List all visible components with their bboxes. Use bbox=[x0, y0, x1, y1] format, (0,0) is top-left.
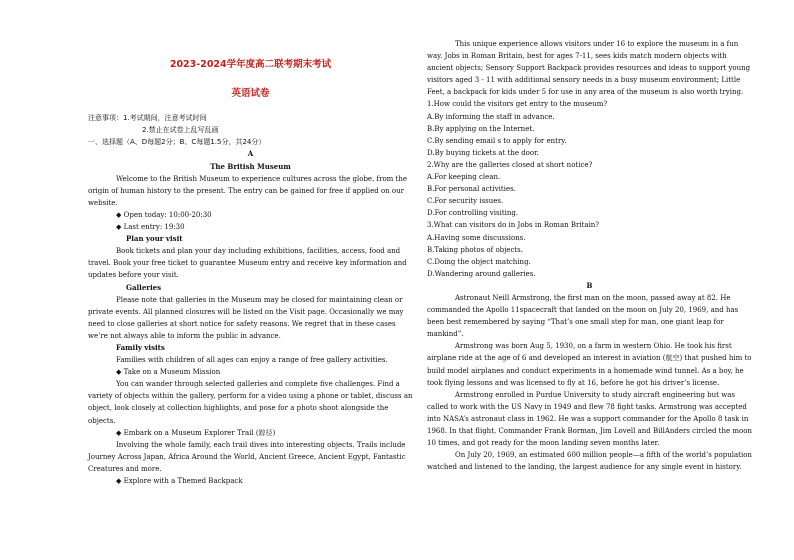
galleries-heading: Galleries bbox=[126, 282, 162, 292]
q3-option-a: A.Having some discussions. bbox=[427, 233, 526, 242]
backpack-item: ◆ Explore with a Themed Backpack bbox=[116, 477, 243, 485]
left-column bbox=[88, 38, 413, 487]
mission-item: ◆ Take on a Museum Mission bbox=[116, 368, 221, 377]
q3-option-c: C.Doing the object matching. bbox=[427, 257, 531, 266]
family-heading: Family visits bbox=[116, 342, 165, 352]
right-column bbox=[427, 38, 752, 473]
q1-option-a: A.By informing the staff in advance. bbox=[427, 112, 555, 121]
passage-b-label: B bbox=[586, 280, 593, 290]
q3-option-b: B.Taking photos of objects. bbox=[427, 245, 524, 254]
open-today: ◆ Open today: 10:00-20:30 bbox=[116, 210, 212, 219]
trail-text: Involving the whole family, each trail dives into interesting objects. Trails include Journey Across Japan, Africa Around the World, Ancient Greece, Ancient Egypt, Fantastic Creatures and more. bbox=[88, 440, 406, 473]
last-entry: ◆ Last entry: 19:30 bbox=[116, 223, 185, 232]
q2-option-d: D.For controlling visiting. bbox=[427, 209, 519, 218]
galleries-text: Please note that galleries in the Museum may be closed for maintaining clean or private events. All planned closures will be listed on the Visit page. Occasionally we may need to close galleries at short notice for safety reasons. We regret that in these cases we’re not always able to inform the public in advance. bbox=[88, 295, 404, 340]
plan-heading: Plan your visit bbox=[126, 234, 183, 244]
trail-item: ◆ Embark on a Museum Explorer Trail (踪径) bbox=[116, 428, 276, 437]
family-text: Families with children of all ages can enjoy a range of free gallery activities. bbox=[116, 356, 388, 365]
mission-text: You can wander through selected galleries and complete five challenges. Find a variety of objects within the gallery, perform for a video using a phone or tablet, discuss an object, look closely at collection highlights, and pose for a photo shoot alongside the objects. bbox=[88, 380, 413, 425]
plan-text: Book tickets and plan your day including exhibitions, facilities, access, food and travel. Book your free ticket to guarantee Museum entry and receive key information and updates before your visit. bbox=[88, 247, 407, 280]
q1-option-d: D.By buying tickets at the door. bbox=[427, 148, 539, 157]
passage-b-paragraph-3: Armstrong enrolled in Purdue University to study aircraft engineering but was called to work with the US Navy in 1949 and flew 78 fight tasks. Armstrong was accepted into NASA’s astronaut class in 1962. He was a support commander for the Apollo 8 task in 1968. In that flight, Commander Frank Borman, Jim Lovell and BillAnders circled the moon 10 times, and got ready for the moon landing seven months later. bbox=[427, 390, 752, 448]
passage-a-title: The British Museum bbox=[210, 161, 291, 171]
q2-option-a: A.For keeping clean. bbox=[427, 173, 501, 182]
section-header: 一、选择题（A、D每题2分；B、C每题1.5分，共24分） bbox=[88, 138, 266, 147]
question-2: 2.Why are the galleries closed at short notice? bbox=[427, 160, 593, 169]
passage-a-label: A bbox=[247, 149, 254, 159]
exam-title: 2023-2024学年度高二联考期末考试 bbox=[169, 59, 332, 70]
passage-b-paragraph-1: Astronaut Neill Armstrong, the first man on the moon, passed away at 82. He commanded the Apollo 11spacecraft that landed on the moon on July 20, 1969, and has been best remembered by saying “That’s one small step for man, one giant leap for mankind”. bbox=[427, 293, 739, 339]
q1-option-b: B.By applying on the Internet. bbox=[427, 124, 535, 133]
passage-b-paragraph-2: Armstrong was born Aug 5, 1930, on a farm in western Ohio. He took his first airplane ride at the age of 6 and developed an interest in aviation (航空) that pushed him to build model airplanes and conduct experiments in a homemade wind tunnel. As a boy, he took flying lessons and was licensed to fly at 16, before he got his driver’s license. bbox=[427, 342, 752, 387]
q2-option-c: C.For security issues. bbox=[427, 197, 504, 206]
notice-line-2: 2.禁止在试卷上乱写乱画 bbox=[142, 126, 219, 135]
passage-a-intro: Welcome to the British Museum to experience cultures across the globe, from the origin of human history to the present. The entry can be gained for free if applied on our website. bbox=[88, 174, 407, 207]
q2-option-b: B.For personal activities. bbox=[427, 185, 516, 194]
notice-line-1: 注意事项：1.考试期间，注意考试时间 bbox=[88, 114, 207, 123]
question-1: 1.How could the visitors get entry to the museum? bbox=[427, 100, 608, 109]
q3-option-d: D.Wandering around galleries. bbox=[427, 269, 536, 278]
passage-a-continued: This unique experience allows visitors under 16 to explore the museum in a fun way. Jobs in Roman Britain, best for ages 7-11, sees kids match modern objects with ancient objects; Sensory Support Backpack provides resources and ideas to support young visitors aged 3 - 11 with additional sensory needs in a busy museum environment; Little Feet, a backpack for kids under 5 for use in any area of the museum is also worth trying. bbox=[427, 40, 751, 97]
question-3: 3.What can visitors do in Jobs in Roman Britain? bbox=[427, 221, 600, 230]
exam-subtitle: 英语试卷 bbox=[231, 88, 270, 100]
q1-option-c: C.By sending email s to apply for entry. bbox=[427, 136, 567, 145]
passage-b-paragraph-4: On July 20, 1969, an estimated 600 million people—a fifth of the world’s population watched and listened to the landing, the largest audience for any single event in history. bbox=[427, 451, 752, 472]
